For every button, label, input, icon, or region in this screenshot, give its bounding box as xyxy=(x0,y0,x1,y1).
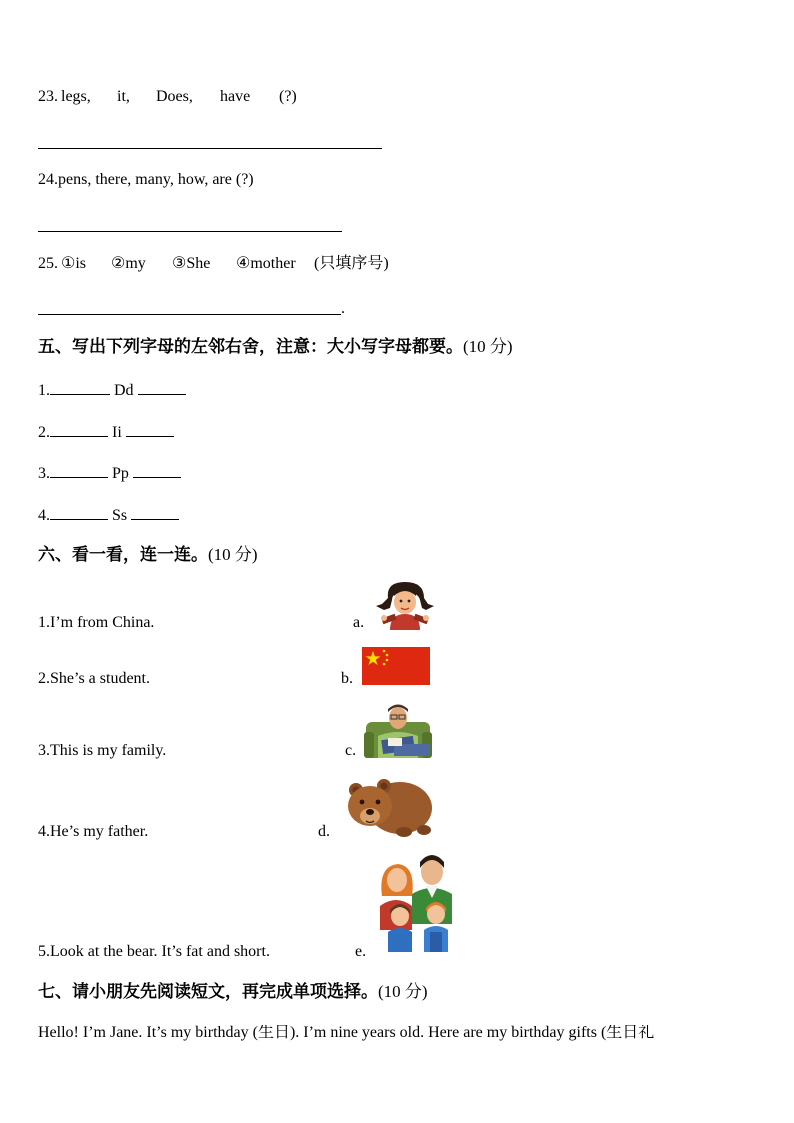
q23-word-1: legs, xyxy=(61,88,91,105)
man-reading-icon xyxy=(364,702,432,758)
section-7-title: 七、请小朋友先阅读短文，再完成单项选择。 xyxy=(38,982,378,1002)
letter-item-letters: Dd xyxy=(114,382,134,399)
letter-right-blank[interactable] xyxy=(126,422,174,437)
match-letter-c: c. xyxy=(345,742,357,759)
letter-item-4 xyxy=(38,505,179,524)
match-sentence-1: 1.I’m from China. xyxy=(38,614,155,631)
flag-small-star xyxy=(383,650,386,653)
letter-item-2 xyxy=(38,422,174,441)
letter-left-blank[interactable] xyxy=(50,380,110,395)
letter-item-number: 4. xyxy=(38,507,50,524)
flag-field xyxy=(362,647,430,685)
bear-icon xyxy=(342,772,434,838)
match-letter-e: e. xyxy=(355,943,367,960)
section-6-points: (10 分) xyxy=(208,545,258,564)
q25-note: (只填序号) xyxy=(314,255,389,272)
q25-option-2: ②my xyxy=(111,255,146,272)
section-7-heading xyxy=(38,983,428,1001)
flag-small-star xyxy=(386,654,389,657)
china-flag-icon xyxy=(362,647,430,685)
match-sentence-2: 2.She’s a student. xyxy=(38,670,150,687)
q24-answer-line[interactable] xyxy=(38,231,342,232)
letter-right-blank[interactable] xyxy=(133,463,181,478)
reading-passage: Hello! I’m Jane. It’s my birthday (生日). I’m nine years old. Here are my birthday gifts (生日礼 xyxy=(38,1025,655,1041)
section-5-heading xyxy=(38,338,513,356)
letter-item-number: 3. xyxy=(38,465,50,482)
letter-left-blank[interactable] xyxy=(50,505,108,520)
q25-period: . xyxy=(341,300,345,317)
girl-icon xyxy=(374,580,436,630)
q25-number: 25. xyxy=(38,255,58,272)
q24-text: 24.pens, there, many, how, are (?) xyxy=(38,171,254,188)
section-7-points: (10 分) xyxy=(378,982,428,1001)
q23-word-2: it, xyxy=(117,88,130,105)
q23-word-4: have xyxy=(220,88,251,105)
match-sentence-4: 4.He’s my father. xyxy=(38,823,149,840)
letter-item-letters: Pp xyxy=(112,465,129,482)
match-sentence-5: 5.Look at the bear. It’s fat and short. xyxy=(38,943,270,960)
family-icon xyxy=(374,852,460,952)
q23-word-3: Does, xyxy=(156,88,193,105)
section-5-points: (10 分) xyxy=(463,337,513,356)
letter-item-1 xyxy=(38,380,186,399)
q23-word-5: (?) xyxy=(279,88,297,105)
section-6-heading xyxy=(38,546,258,564)
section-6-title: 六、看一看，连一连。 xyxy=(38,545,208,565)
flag-small-star xyxy=(383,663,386,666)
q25-option-3: ③She xyxy=(172,255,211,272)
q23-answer-line[interactable] xyxy=(38,148,382,149)
flag-small-star xyxy=(386,659,389,662)
letter-item-3 xyxy=(38,463,181,482)
letter-right-blank[interactable] xyxy=(138,380,186,395)
letter-item-number: 2. xyxy=(38,424,50,441)
letter-left-blank[interactable] xyxy=(50,422,108,437)
section-5-title: 五、写出下列字母的左邻右舍，注意：大小写字母都要。 xyxy=(38,337,463,357)
letter-right-blank[interactable] xyxy=(131,505,179,520)
match-letter-a: a. xyxy=(353,614,365,631)
match-letter-d: d. xyxy=(318,823,330,840)
letter-left-blank[interactable] xyxy=(50,463,108,478)
q25-answer-line[interactable] xyxy=(38,314,341,315)
letter-item-letters: Ss xyxy=(112,507,128,524)
match-letter-b: b. xyxy=(341,670,353,687)
letter-item-number: 1. xyxy=(38,382,50,399)
q23-number: 23. xyxy=(38,88,58,105)
match-sentence-3: 3.This is my family. xyxy=(38,742,167,759)
q25-option-1: ①is xyxy=(61,255,87,272)
letter-item-letters: Ii xyxy=(112,424,122,441)
q25-option-4: ④mother xyxy=(236,255,296,272)
